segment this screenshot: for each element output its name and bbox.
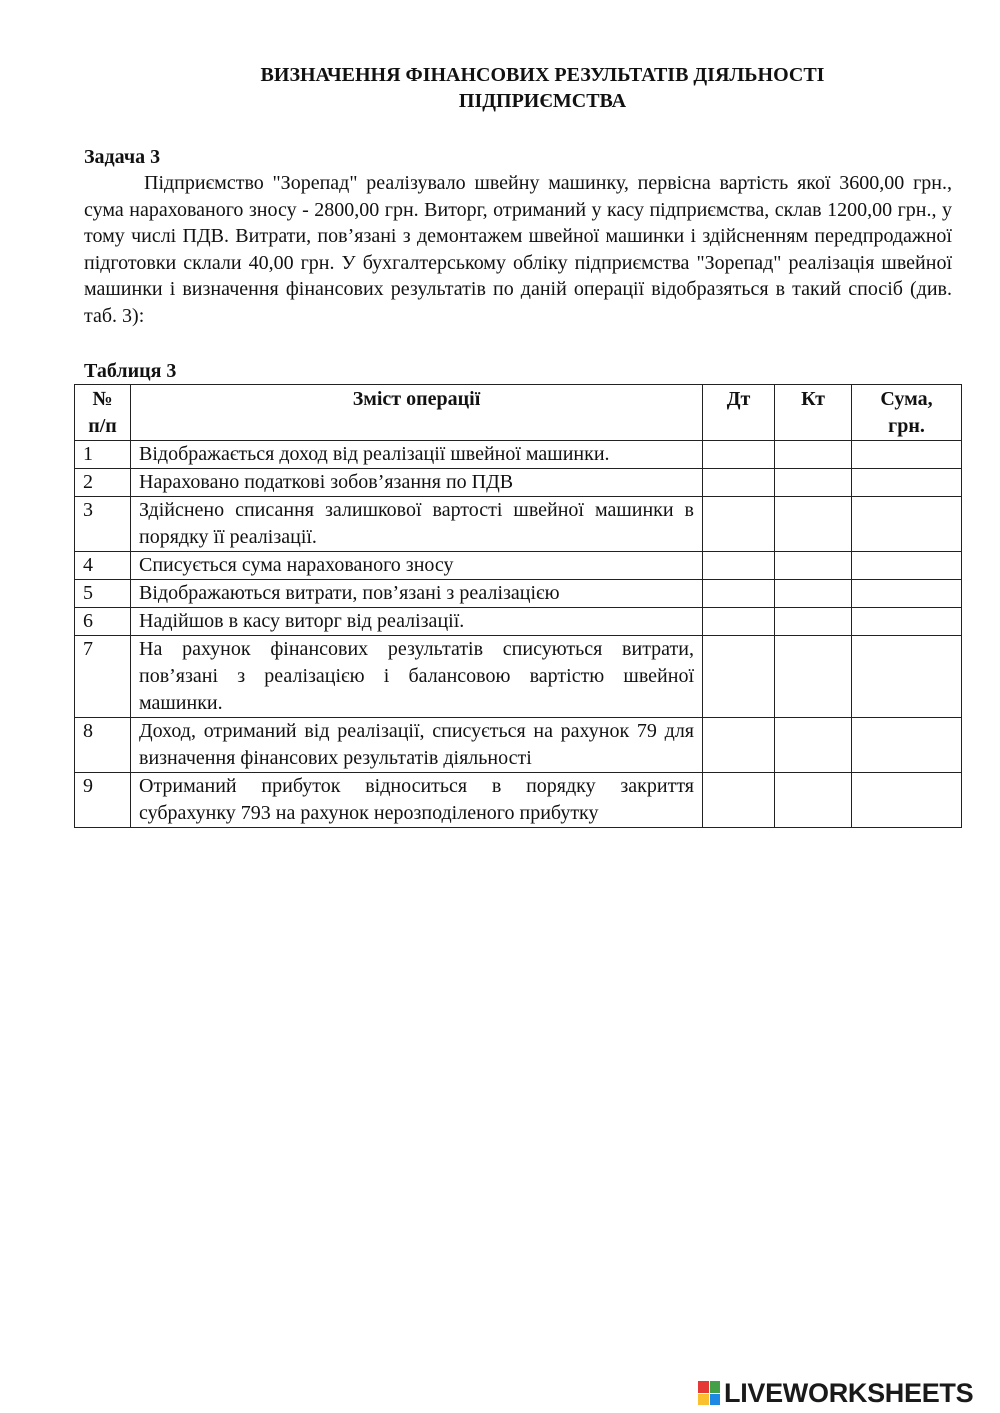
credit-input-cell[interactable] [775, 469, 852, 497]
credit-input-cell[interactable] [775, 552, 852, 580]
row-description: Отриманий прибуток відноситься в порядку закриття субрахунку 793 на рахунок нерозподіленого прибутку [131, 773, 703, 828]
liveworksheets-logo[interactable] [698, 1378, 973, 1408]
row-number: 4 [75, 552, 131, 580]
table-caption: Таблиця 3 [84, 360, 177, 382]
sum-input-cell[interactable] [852, 552, 962, 580]
debit-input-cell[interactable] [703, 773, 775, 828]
header-credit: Кт [775, 385, 852, 441]
logo-square [710, 1394, 721, 1406]
row-description: Здійснено списання залишкової вартості швейної машинки в порядку її реалізації. [131, 497, 703, 552]
table-row [75, 718, 962, 773]
title-line-2: ПІДПРИЄМСТВА [458, 90, 627, 112]
debit-input-cell[interactable] [703, 580, 775, 608]
liveworksheets-logo-icon [698, 1381, 720, 1405]
sum-input-cell[interactable] [852, 636, 962, 718]
header-content: Зміст операції [131, 385, 703, 441]
row-description: Відображаються витрати, пов’язані з реалізацією [131, 580, 703, 608]
row-description: Списується сума нарахованого зносу [131, 552, 703, 580]
table-row [75, 497, 962, 552]
table-row [75, 552, 962, 580]
row-number: 1 [75, 441, 131, 469]
row-description: Надійшов в касу виторг від реалізації. [131, 608, 703, 636]
row-description: Доход, отриманий від реалізації, списується на рахунок 79 для визначення фінансових результатів діяльності [131, 718, 703, 773]
row-number: 3 [75, 497, 131, 552]
title-line-1: ВИЗНАЧЕННЯ ФІНАНСОВИХ РЕЗУЛЬТАТІВ ДІЯЛЬНОСТІ [260, 64, 825, 86]
table-row [75, 773, 962, 828]
debit-input-cell[interactable] [703, 608, 775, 636]
header-sum: Сума, грн. [852, 385, 962, 441]
row-number: 9 [75, 773, 131, 828]
credit-input-cell[interactable] [775, 441, 852, 469]
sum-input-cell[interactable] [852, 718, 962, 773]
debit-input-cell[interactable] [703, 469, 775, 497]
table-row [75, 608, 962, 636]
row-number: 8 [75, 718, 131, 773]
table-row [75, 469, 962, 497]
brand-name: LIVEWORKSHEETS [724, 1377, 974, 1408]
credit-input-cell[interactable] [775, 773, 852, 828]
sum-input-cell[interactable] [852, 608, 962, 636]
debit-input-cell[interactable] [703, 718, 775, 773]
logo-square [698, 1394, 709, 1406]
logo-square [710, 1381, 721, 1393]
row-number: 5 [75, 580, 131, 608]
credit-input-cell[interactable] [775, 718, 852, 773]
row-number: 2 [75, 469, 131, 497]
credit-input-cell[interactable] [775, 580, 852, 608]
debit-input-cell[interactable] [703, 552, 775, 580]
debit-input-cell[interactable] [703, 441, 775, 469]
page-title [120, 62, 965, 114]
row-description: На рахунок фінансових результатів списуються витрати, пов’язані з реалізацією і балансовою вартістю швейної машинки. [131, 636, 703, 718]
task-heading: Задача 3 [84, 146, 161, 168]
header-number: № п/п [75, 385, 131, 441]
row-number: 7 [75, 636, 131, 718]
credit-input-cell[interactable] [775, 497, 852, 552]
logo-square [698, 1381, 709, 1393]
header-debit: Дт [703, 385, 775, 441]
table-body [75, 441, 962, 828]
sum-input-cell[interactable] [852, 497, 962, 552]
table-row [75, 636, 962, 718]
sum-input-cell[interactable] [852, 773, 962, 828]
row-description: Нараховано податкові зобов’язання по ПДВ [131, 469, 703, 497]
credit-input-cell[interactable] [775, 608, 852, 636]
credit-input-cell[interactable] [775, 636, 852, 718]
debit-input-cell[interactable] [703, 497, 775, 552]
table-row [75, 580, 962, 608]
sum-input-cell[interactable] [852, 469, 962, 497]
sum-input-cell[interactable] [852, 441, 962, 469]
debit-input-cell[interactable] [703, 636, 775, 718]
task-description: Підприємство "Зорепад" реалізувало швейну машинку, первісна вартість якої 3600,00 грн., сума нарахованого зносу - 2800,00 грн. Виторг, отриманий у касу підприємства, склав 1200,00 грн., у тому числі ПДВ. Витрати, пов’язані з демонтажем швейної машинки і здійсненням передпродажної підготовки склали 40,00 грн. У бухгалтерському обліку підприємства "Зорепад" реалізація швейної машинки і визначення фінансових результатів по даній операції відобразяться в такий спосіб (див. таб. 3): [84, 172, 952, 327]
table-header-row [75, 385, 962, 441]
sum-input-cell[interactable] [852, 580, 962, 608]
row-description: Відображається доход від реалізації швейної машинки. [131, 441, 703, 469]
operations-table [74, 384, 962, 828]
table-row [75, 441, 962, 469]
row-number: 6 [75, 608, 131, 636]
